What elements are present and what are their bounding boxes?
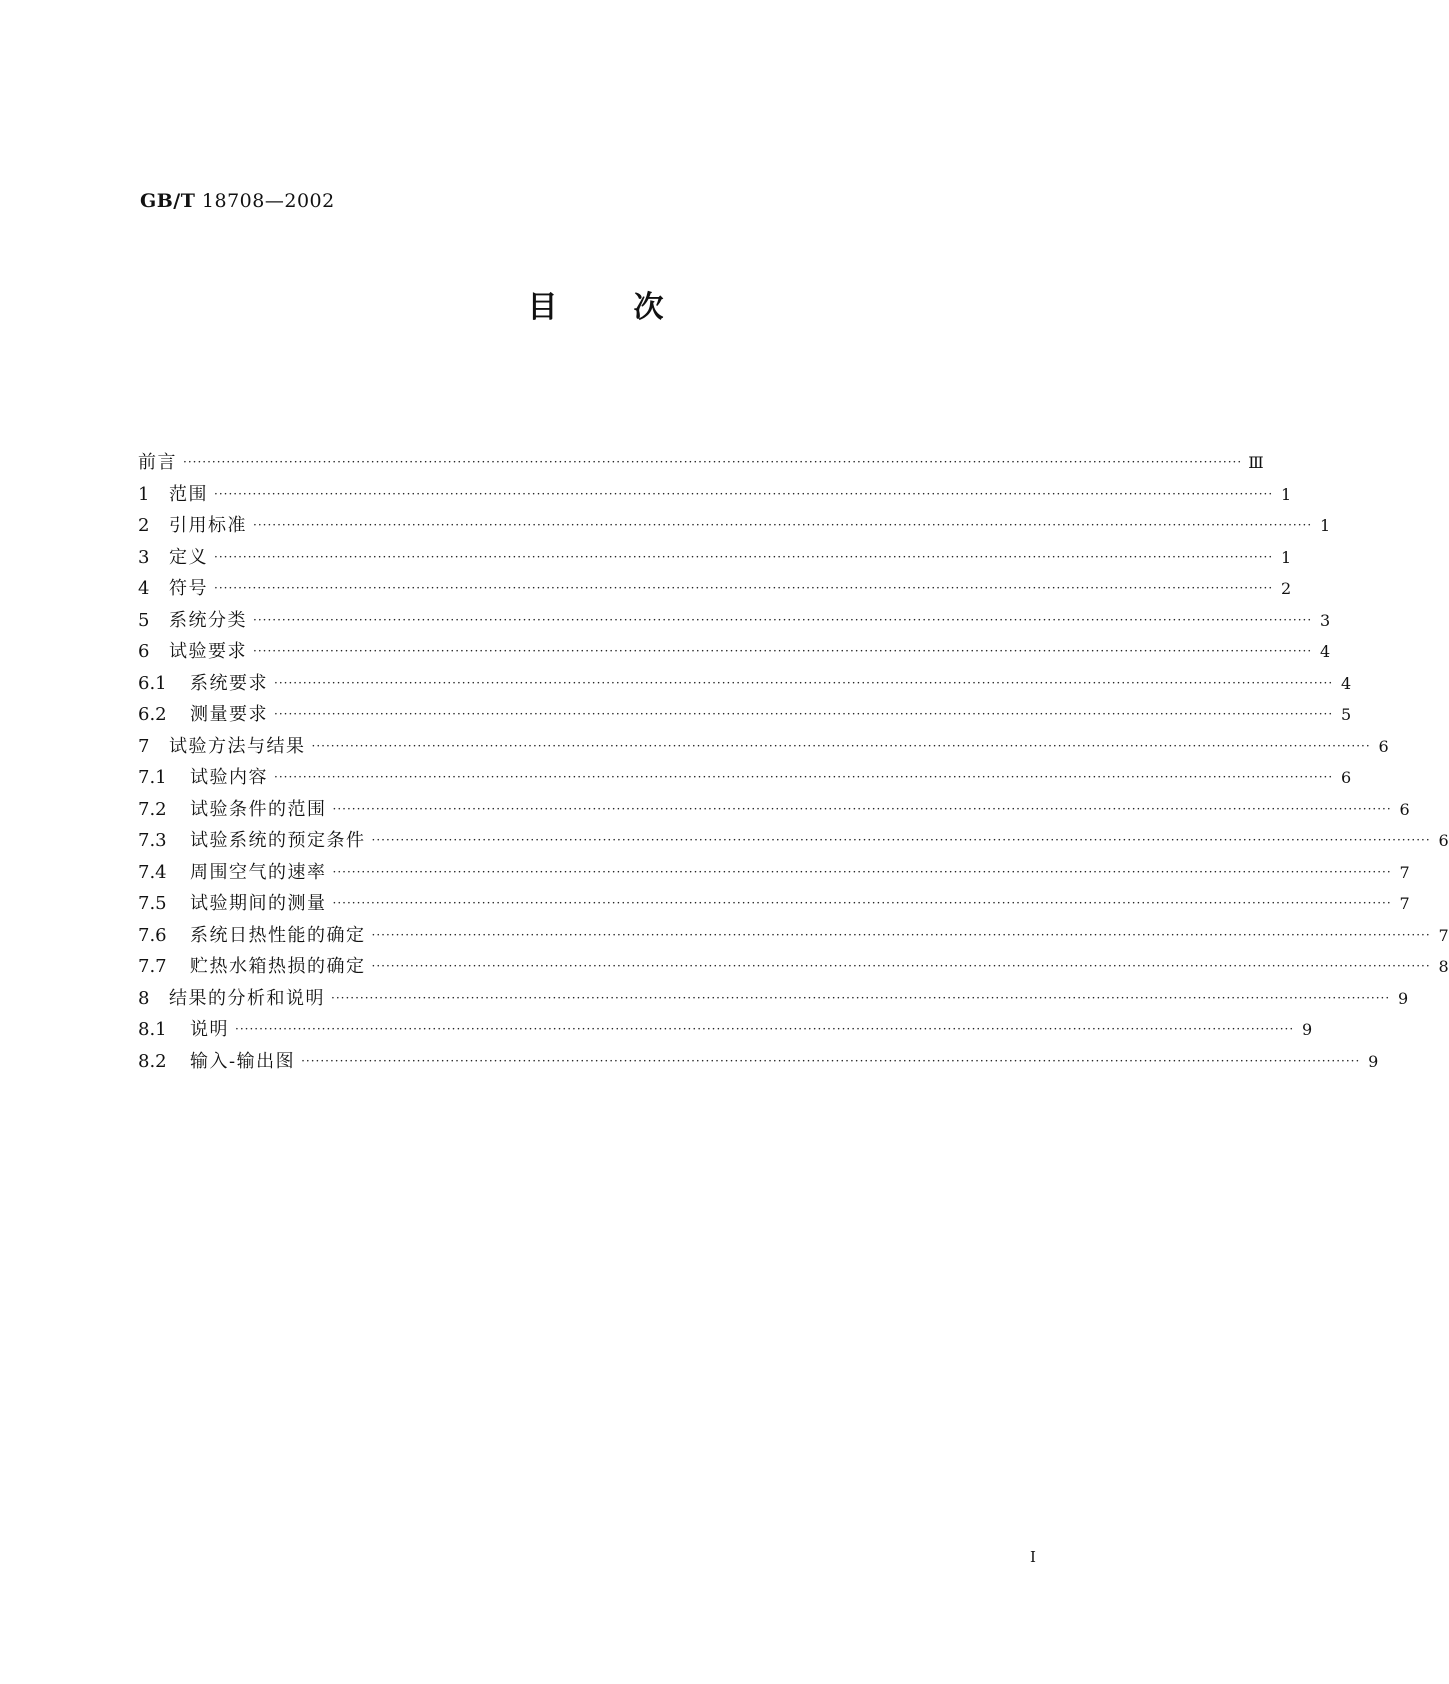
toc-entry[interactable]	[138, 637, 1331, 669]
toc-entry-number: 7.3	[138, 830, 167, 851]
toc-entry-number: 2	[138, 515, 150, 536]
toc-entry-title: 引用标准	[169, 515, 247, 536]
toc-entry-title: 前言	[138, 452, 177, 473]
toc-entry[interactable]	[138, 1015, 1313, 1047]
table-of-contents	[138, 448, 1449, 1078]
toc-dot-leader: ····························································································································································································································	[214, 581, 1274, 595]
toc-entry-number: 7.1	[138, 767, 167, 788]
toc-entry-title: 试验期间的测量	[190, 893, 327, 914]
toc-entry-title: 系统日热性能的确定	[190, 924, 366, 946]
toc-entry-number: 6.2	[138, 704, 167, 725]
toc-entry-title: 定义	[169, 546, 208, 568]
toc-entry[interactable]	[138, 889, 1410, 921]
toc-entry[interactable]	[138, 732, 1389, 764]
toc-dot-leader: ····························································································································································································································	[332, 896, 1392, 910]
toc-entry-page: 4	[1341, 673, 1352, 693]
toc-dot-leader: ····························································································································································································································	[253, 644, 1313, 658]
toc-dot-leader: ····························································································································································································································	[253, 612, 1313, 627]
toc-dot-leader: ····························································································································································································································	[253, 518, 1313, 532]
standard-code	[140, 190, 335, 212]
toc-dot-leader: ····························································································································································································································	[301, 1053, 1361, 1068]
toc-entry[interactable]	[138, 574, 1292, 606]
toc-entry-number: 8	[138, 987, 150, 1009]
page-title: 目次	[527, 290, 740, 325]
toc-dot-leader: ····························································································································································································································	[274, 707, 1334, 721]
toc-entry[interactable]	[138, 1047, 1379, 1079]
toc-entry[interactable]	[138, 826, 1449, 858]
toc-entry-page: 4	[1320, 642, 1331, 661]
toc-dot-leader: ····························································································································································································································	[214, 486, 1274, 501]
toc-entry-title: 输入-输出图	[190, 1050, 296, 1072]
toc-entry-number: 7.2	[138, 798, 167, 820]
toc-dot-leader: ····························································································································································································································	[274, 770, 1334, 784]
toc-entry[interactable]	[138, 448, 1264, 480]
toc-dot-leader: ····························································································································································································································	[274, 675, 1334, 690]
toc-dot-leader: ····························································································································································································································	[214, 549, 1274, 564]
toc-entry-page: 7	[1399, 862, 1410, 882]
toc-entry-page: 9	[1302, 1020, 1313, 1039]
toc-entry-title: 说明	[190, 1019, 229, 1040]
toc-dot-leader: ····························································································································································································································	[371, 833, 1431, 847]
toc-entry-number: 5	[138, 609, 150, 631]
toc-entry-title: 范围	[169, 483, 208, 505]
toc-dot-leader: ····························································································································································································································	[371, 959, 1431, 973]
toc-entry-page: 7	[1399, 894, 1410, 913]
toc-entry[interactable]	[138, 511, 1331, 543]
toc-entry[interactable]	[138, 543, 1292, 575]
toc-entry-title: 试验系统的预定条件	[190, 830, 366, 851]
toc-entry-number: 7	[138, 735, 150, 757]
footer-page-number: I	[1030, 1548, 1036, 1566]
toc-entry-page: 3	[1320, 610, 1331, 630]
toc-entry-number: 7.4	[138, 861, 167, 883]
toc-dot-leader: ····························································································································································································································	[332, 864, 1392, 879]
toc-entry-number: 4	[138, 578, 150, 599]
toc-entry-title: 测量要求	[190, 704, 268, 725]
standard-prefix: GB/T	[140, 190, 196, 212]
toc-entry-page: 1	[1320, 516, 1331, 535]
toc-entry-page: 6	[1399, 799, 1410, 819]
toc-entry[interactable]	[138, 921, 1449, 953]
toc-entry-number: 8.2	[138, 1050, 167, 1072]
toc-entry[interactable]	[138, 952, 1449, 984]
toc-entry-title: 贮热水箱热损的确定	[190, 956, 366, 977]
toc-entry-title: 试验方法与结果	[169, 735, 306, 757]
toc-entry-number: 6	[138, 641, 150, 662]
toc-entry-page: 6	[1378, 736, 1389, 756]
toc-entry[interactable]	[138, 858, 1410, 890]
toc-entry[interactable]	[138, 763, 1352, 795]
toc-entry-title: 符号	[169, 578, 208, 599]
toc-entry[interactable]	[138, 795, 1410, 827]
toc-entry-title: 试验内容	[190, 767, 268, 788]
toc-entry[interactable]	[138, 606, 1331, 638]
toc-entry-page: 6	[1341, 768, 1352, 787]
toc-entry-number: 7.5	[138, 893, 167, 914]
toc-entry-page: 2	[1281, 579, 1292, 598]
toc-dot-leader: ····························································································································································································································	[332, 801, 1392, 816]
toc-entry-page: 8	[1438, 957, 1449, 976]
toc-entry[interactable]	[138, 669, 1352, 701]
toc-dot-leader: ····························································································································································································································	[331, 990, 1391, 1005]
toc-entry-number: 6.1	[138, 672, 167, 694]
toc-entry-title: 试验条件的范围	[190, 798, 327, 820]
toc-entry-number: 7.6	[138, 924, 167, 946]
toc-entry-number: 3	[138, 546, 150, 568]
toc-entry-title: 结果的分析和说明	[169, 987, 325, 1009]
toc-dot-leader: ····························································································································································································································	[311, 738, 1371, 753]
toc-dot-leader: ····························································································································································································································	[371, 927, 1431, 942]
standard-number: 18708—2002	[201, 190, 335, 212]
toc-dot-leader: ····························································································································································································································	[235, 1022, 1295, 1036]
toc-entry-page: 9	[1398, 988, 1409, 1008]
toc-entry-title: 周围空气的速率	[190, 861, 327, 883]
toc-entry[interactable]	[138, 700, 1352, 732]
toc-entry-title: 试验要求	[169, 641, 247, 662]
toc-entry-page: 1	[1281, 547, 1292, 567]
toc-dot-leader: ····························································································································································································································	[183, 455, 1243, 469]
toc-entry-number: 7.7	[138, 956, 167, 977]
toc-entry-title: 系统分类	[169, 609, 247, 631]
toc-entry-page: 1	[1281, 484, 1292, 504]
toc-entry-page: 7	[1438, 925, 1449, 945]
toc-entry-page: 6	[1438, 831, 1449, 850]
toc-entry-number: 8.1	[138, 1019, 167, 1040]
toc-entry-page: 9	[1368, 1051, 1379, 1071]
toc-entry[interactable]	[138, 984, 1409, 1016]
toc-entry-title: 系统要求	[190, 672, 268, 694]
toc-entry-number: 1	[138, 483, 150, 505]
toc-entry[interactable]	[138, 480, 1292, 512]
toc-entry-page: 5	[1341, 705, 1352, 724]
toc-entry-page: Ⅲ	[1248, 453, 1264, 472]
